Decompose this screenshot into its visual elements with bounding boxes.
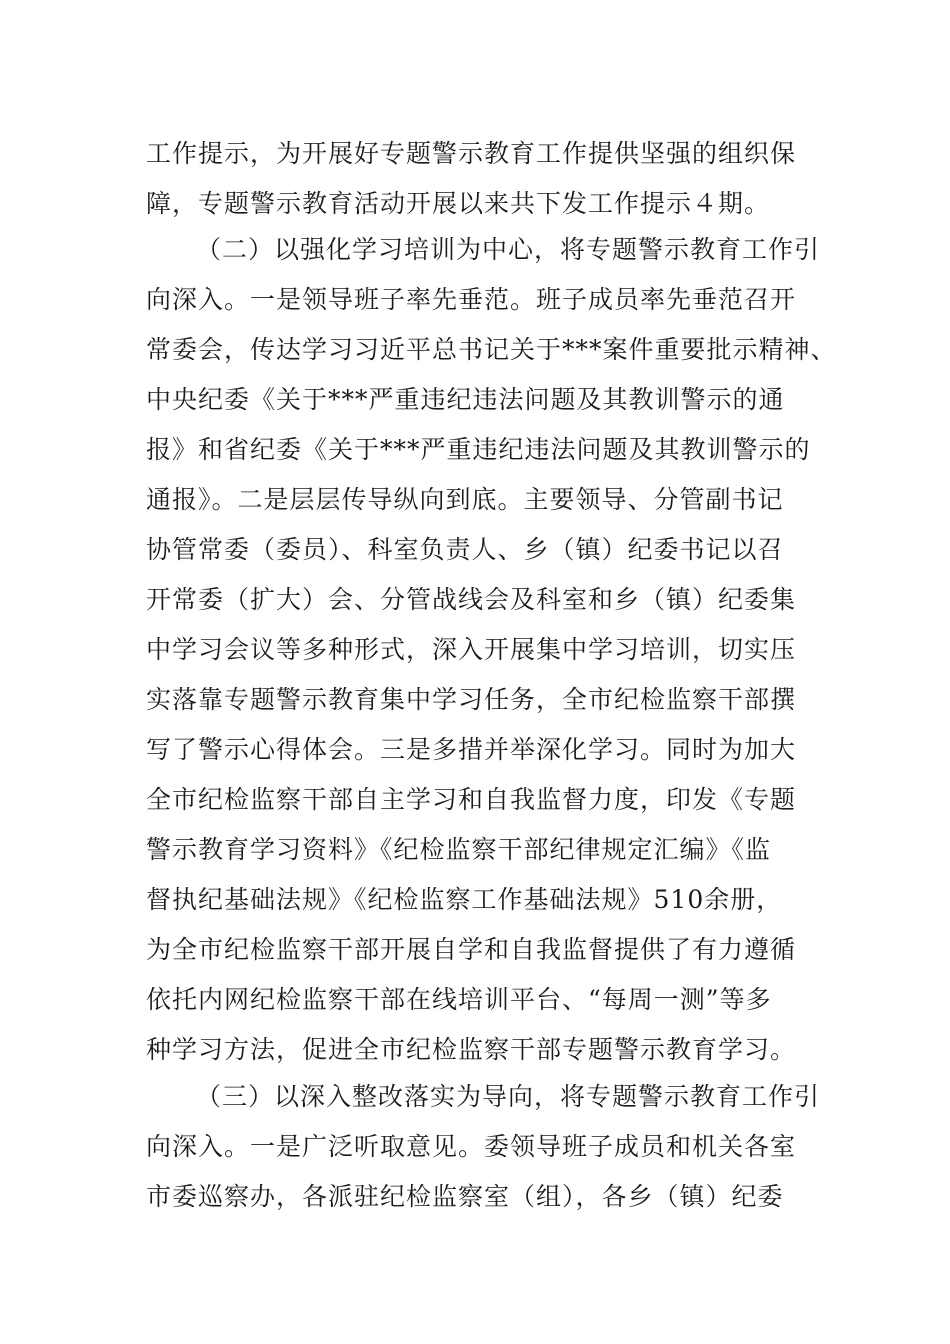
paragraph-start-line: （三）以深入整改落实为导向，将专题警示教育工作引 (196, 1082, 821, 1111)
text-line: 为全市纪检监察干部开展自学和自我监督提供了有力遵循 (146, 935, 797, 964)
text-line: 市委巡察办，各派驻纪检监察室（组），各乡（镇）纪委 (146, 1182, 784, 1211)
text-line: 通报》。二是层层传导纵向到底。主要领导、分管副书记 (146, 485, 784, 514)
text-line: 开常委（扩大）会、分管战线会及科室和乡（镇）纪委集 (146, 585, 797, 614)
text-line: 协管常委（委员）、科室负责人、乡（镇）纪委书记以召 (146, 535, 784, 564)
text-line: 向深入。一是广泛听取意见。委领导班子成员和机关各室 (146, 1132, 797, 1161)
text-line: 写了警示心得体会。三是多措并举深化学习。同时为加大 (146, 735, 797, 764)
text-line: 依托内网纪检监察干部在线培训平台、“每周一测”等多 (146, 985, 772, 1014)
text-line: 种学习方法，促进全市纪检监察干部专题警示教育学习。 (146, 1035, 797, 1064)
text-line: 报》和省纪委《关于***严重违纪违法问题及其教训警示的 (146, 435, 811, 464)
text-line: 实落靠专题警示教育集中学习任务，全市纪检监察干部撰 (146, 685, 797, 714)
text-line: 中学习会议等多种形式，深入开展集中学习培训，切实压 (146, 635, 797, 664)
text-line: 向深入。一是领导班子率先垂范。班子成员率先垂范召开 (146, 285, 797, 314)
text-line: 警示教育学习资料》《纪检监察干部纪律规定汇编》《监 (146, 835, 772, 864)
text-line: 常委会，传达学习习近平总书记关于***案件重要批示精神、 (146, 335, 837, 364)
text-line: 全市纪检监察干部自主学习和自我监督力度，印发《专题 (146, 785, 797, 814)
text-line: 工作提示，为开展好专题警示教育工作提供坚强的组织保 (146, 139, 797, 168)
paragraph-start-line: （二）以强化学习培训为中心，将专题警示教育工作引 (196, 235, 821, 264)
text-line: 督执纪基础法规》《纪检监察工作基础法规》510余册， (146, 885, 783, 914)
text-line: 障，专题警示教育活动开展以来共下发工作提示４期。 (146, 189, 771, 218)
text-line: 中央纪委《关于***严重违纪违法问题及其教训警示的通 (146, 385, 785, 414)
